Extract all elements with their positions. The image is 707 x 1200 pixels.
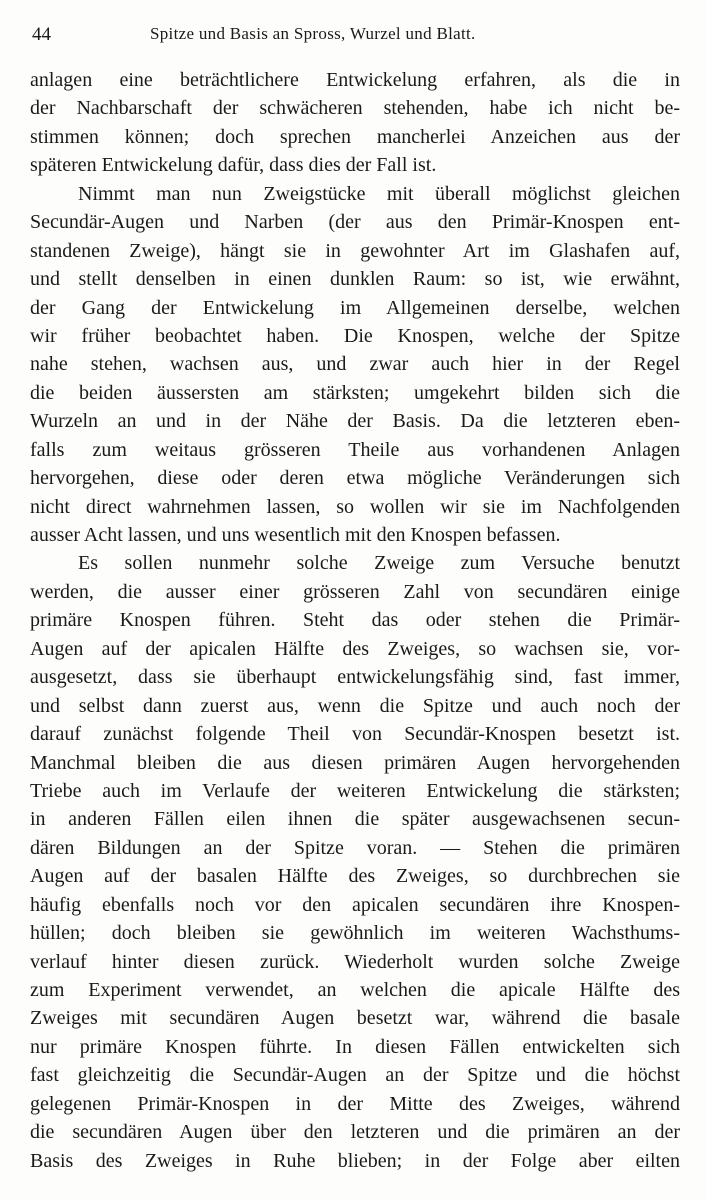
text-line: fast gleichzeitig die Secundär-Augen an der Spitze und die höchst	[30, 1064, 680, 1087]
text-line: Secundär-Augen und Narben (der aus den Primär-Knospen ent-	[30, 211, 680, 234]
text-line: dären Bildungen an der Spitze voran. — Stehen die primären	[30, 836, 680, 859]
text-line: zum Experiment verwendet, an welchen die apicale Hälfte des	[30, 979, 680, 1001]
text-line: der Gang der Entwickelung im Allgemeinen derselbe, welchen	[30, 296, 680, 319]
text-line: wir früher beobachtet haben. Die Knospen, welche der Spitze	[30, 324, 680, 347]
text-line: verlauf hinter diesen zurück. Wiederholt wurden solche Zweige	[30, 950, 680, 973]
text-line: falls zum weitaus grösseren Theile aus vorhandenen Anlagen	[30, 438, 680, 461]
text-line: späteren Entwickelung dafür, dass dies der Fall ist.	[30, 154, 437, 177]
text-line: darauf zunächst folgende Theil von Secundär-Knospen besetzt ist.	[30, 723, 680, 746]
text-line: und selbst dann zuerst aus, wenn die Spitze und auch noch der	[30, 694, 680, 717]
text-line: ausgesetzt, dass sie überhaupt entwickelungsfähig sind, fast immer,	[30, 666, 680, 689]
text-line: gelegenen Primär-Knospen in der Mitte des Zweiges, während	[30, 1092, 680, 1115]
text-line: stimmen können; doch sprechen mancherlei Anzeichen aus der	[30, 125, 680, 148]
text-line: hervorgehen, diese oder deren etwa mögliche Veränderungen sich	[30, 467, 680, 490]
text-line: nur primäre Knospen führte. In diesen Fällen entwickelten sich	[30, 1035, 680, 1058]
text-line: Augen auf der apicalen Hälfte des Zweiges, so wachsen sie, vor-	[30, 637, 680, 660]
text-line: primäre Knospen führen. Steht das oder stehen die Primär-	[30, 609, 680, 632]
text-line: die beiden äussersten am stärksten; umgekehrt bilden sich die	[30, 381, 680, 404]
page-header	[30, 20, 680, 50]
text-line: Augen auf der basalen Hälfte des Zweiges, so durchbrechen sie	[30, 865, 680, 888]
text-line: Zweiges mit secundären Augen besetzt war, während die basale	[30, 1007, 680, 1030]
body-text	[30, 66, 680, 1175]
text-line: die secundären Augen über den letzteren und die primären an der	[30, 1121, 680, 1144]
text-line: häufig ebenfalls noch vor den apicalen secundären ihre Knospen-	[30, 893, 680, 916]
text-line: in anderen Fällen eilen ihnen die später ausgewachsenen secun-	[30, 808, 680, 831]
text-line: Triebe auch im Verlaufe der weiteren Entwickelung die stärksten;	[30, 779, 680, 802]
text-line: ausser Acht lassen, und uns wesentlich mit den Knospen befassen.	[30, 524, 561, 546]
text-line: hüllen; doch bleiben sie gewöhnlich im weiteren Wachsthums-	[30, 922, 680, 945]
text-line: und stellt denselben in einen dunklen Raum: so ist, wie erwähnt,	[30, 268, 680, 291]
text-line: nicht direct wahrnehmen lassen, so wollen wir sie im Nachfolgenden	[30, 495, 680, 518]
page-number: 44	[32, 24, 51, 45]
text-line: Manchmal bleiben die aus diesen primären Augen hervorgehenden	[30, 751, 680, 774]
text-line: standenen Zweige), hängt sie in gewohnter Art im Glashafen auf,	[30, 239, 680, 262]
text-line: Wurzeln an und in der Nähe der Basis. Da die letzteren eben-	[30, 410, 680, 433]
text-line: anlagen eine beträchtlichere Entwickelung erfahren, als die in	[30, 69, 680, 91]
text-line: werden, die ausser einer grösseren Zahl von secundären einige	[30, 580, 680, 603]
text-line: nahe stehen, wachsen aus, und zwar auch hier in der Regel	[30, 353, 680, 376]
text-line: Es sollen nunmehr solche Zweige zum Versuche benutzt	[78, 552, 680, 575]
text-line: Basis des Zweiges in Ruhe blieben; in der Folge aber eilten	[30, 1149, 680, 1172]
running-head: Spitze und Basis an Spross, Wurzel und Blatt.	[150, 24, 476, 43]
text-line: Nimmt man nun Zweigstücke mit überall möglichst gleichen	[78, 182, 680, 205]
text-line: der Nachbarschaft der schwächeren stehenden, habe ich nicht be-	[30, 97, 680, 120]
